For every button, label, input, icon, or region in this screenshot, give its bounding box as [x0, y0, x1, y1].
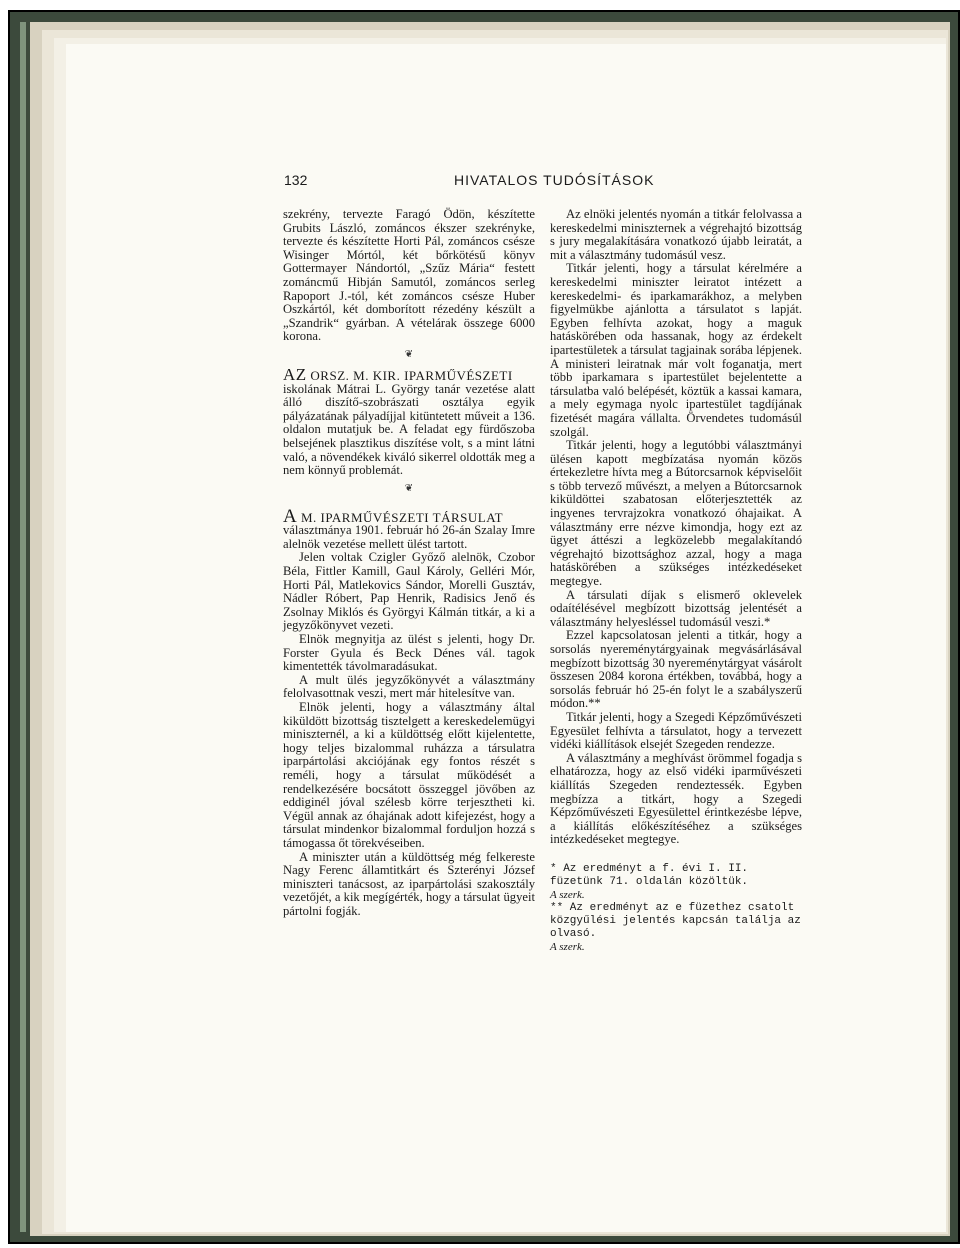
- section-heading-text: M. IPARMŰVÉSZETI TÁRSULAT: [300, 509, 504, 525]
- running-head: HIVATALOS TUDÓSÍTÁSOK: [454, 172, 655, 188]
- paragraph: Titkár jelenti, hogy a Szegedi Képzőművészeti Egyesület felhívta a társulatot, hogy a tervezett vidéki kiállítások elsejét Szegeden rendezze.: [550, 709, 802, 752]
- paragraph: Titkár jelenti, hogy a társulat kérelmére a kereskedelmi miniszter leiratot intézett a kereskedelmi- és iparkamarákhoz, a melyben figyelmükbe ajánlotta a társulatot s lapját. Egyben felhívta azokat, hogy a maguk hatáskörében oda hassanak, hogy az érdekelt ipartestületek a társulat tagjainak sorába lépjenek. A ministeri leiratnak már volt foganatja, mert több iparkamara s ipartestület bejelentette a társulatba való belépését, köztük a kassai kamara, a mely egymaga nyolc ipartestület tagdíjának fizetését magára vállalta. Örvendetes tudomásúl szolgál.: [550, 261, 802, 439]
- paragraph: A társulati díjak s elismerő oklevelek odaítélésével megbízott bizottság jelentését a választmány helyesléssel tudomásúl veszi.*: [550, 587, 802, 629]
- section-heading-initial: AZ: [283, 364, 307, 384]
- footnote: * Az eredményt a f. évi I. II. füzetünk 71. oldalán közöltük.: [550, 862, 749, 888]
- section-heading: [283, 505, 535, 527]
- ornament-icon: ❦: [404, 348, 414, 360]
- section-heading: [283, 364, 535, 384]
- paragraph: iskolának Mátrai L. György tanár vezetése alatt álló diszítő-szobrászati osztálya egyik pályázatának pályadíjjal kitüntetett műveit a 136. oldalon mutatjuk be. A feladat egy fürdőszoba belsejének plasztikus diszítése volt, s a mint látni való, a növendékek kiváló sikerrel oldották meg a nem könnyű problemát.: [283, 381, 535, 478]
- paragraph: Elnök megnyitja az ülést s jelenti, hogy Dr. Forster Gyula és Beck Dénes vál. tagok kimentették távolmaradásukat.: [283, 632, 535, 674]
- paragraph: Jelen voltak Czigler Győző alelnök, Czobor Béla, Fittler Kamill, Gaul Károly, Gelléri Mór, Horti Pál, Matlekovics Sándor, Morelli Gusztáv, Nádler Róbert, Pap Henrik, Radisics Jenő és Zsolnay Miklós és Györgyi Kálmán titkár, a ki a jegyzőkönyvet vezeti.: [283, 550, 535, 633]
- paragraph: szekrény, tervezte Faragó Ödön, készítette Grubits László, zománcos ékszer szekrényke, tervezte és készítette Horti Pál, zománcos csésze Wisinger Mórtól, két bőrkötésű könyv Gottermayer Nándortól, „Szűz Mária“ festett zománcmű Hibján Samutól, zománcos serleg Rapoport J.-tól, két zománcos csésze Huber Oszkártól, két domborított rézedény készült a „Szandrik“ gyárban. A vételárak összege 6000 korona.: [283, 207, 535, 344]
- paragraph: Elnök jelenti, hogy a választmány által kiküldött bizottság tisztelgett a kereskedelemügyi miniszternél, a ki a küldöttség előtt kijelentette, hogy teljes bizalommal ruházza a társulatra iparpártolási akciójának egy fontos részét s reméli, hogy a társulat működését a rendelkezésére bocsátott összeggel jövőben az eddiginél jóval szélesb körre terjesztheti ki. Végül annak az óhajának adott kifejezést, hogy a társulat mindenkor bizalommal forduljon hozzá s támogassa őt törekvéseiben.: [283, 700, 535, 850]
- binding-stripe: [20, 22, 26, 1232]
- footnote-signature: A szerk.: [550, 940, 585, 953]
- paragraph: A választmány a meghívást örömmel fogadja s elhatározza, hogy az első vidéki iparművészeti kiállítás Szegeden rendeztessék. Egyben megbízza a titkárt, hogy a Szegedi Képzőművészeti Egyesülettel érintkezésbe lépve, a kiállítás előkészítéséhez a szükséges intézkedéseket megtegye.: [550, 750, 802, 847]
- footnote: ** Az eredményt az e füzethez csatolt közgyűlési jelentés kapcsán találja az olvasó.: [550, 901, 801, 940]
- page-number: 132: [284, 172, 308, 188]
- paragraph: Az elnöki jelentés nyomán a titkár felolvassa a kereskedelmi miniszternek a végrehajtó bizottság s jury megalakítására vonatkozó újabb leiratát, a mit a választmány tudomásúl vesz.: [550, 207, 802, 262]
- right-column: [550, 208, 802, 954]
- paragraph: Titkár jelenti, hogy a legutóbbi választmányi ülésen kapott megbízatása nyomán közös értekezletre hívta meg a Bútorcsarnok képviselőit s több tervező művészt, a melyen a Bútorcsarnok kiküldöttei szabatosan előterjesztették az ingyenes tervrajzokra vonatkozó óhajaikat. A választmány erre nézve kimondja, hogy ezt az ügyet áttészi a legközelebb megalakítandó végrehajtó bizottsághoz azzal, hogy a maga hatáskörében a szükséges intézkedéseket megtegye.: [550, 438, 802, 589]
- paragraph: Ezzel kapcsolatosan jelenti a titkár, hogy a sorsolás nyereménytárgyainak megvásárlásával megbízott bizottság 30 nyereménytárgyat vásárolt összesen 2084 korona értékben, továbbá, hogy a sorsolás február hó 25-én folyt le a szabályszerű módon.**: [550, 628, 802, 711]
- footnote-signature: A szerk.: [550, 888, 585, 901]
- left-column: [283, 208, 535, 919]
- ornament-icon: ❦: [404, 482, 414, 494]
- footnotes: [550, 863, 802, 954]
- paragraph: választmánya 1901. február hó 26-án Szalay Imre alelnök vezetése mellett ülést tartott.: [283, 523, 535, 551]
- paragraph: A mult ülés jegyzőkönyvét a választmány felolvasottnak veszi, mert már hitelesítve van.: [283, 672, 535, 701]
- paragraph: A miniszter után a küldöttség még felkereste Nagy Ferenc államtitkárt és Szterényi József miniszteri tanácsost, az iparpártolási szakosztály vezetőjét, a kik megígérték, hogy a társulat ügyeit pártolni fogják.: [283, 849, 535, 918]
- page-header: [284, 172, 804, 192]
- section-heading-initial: A: [283, 505, 298, 527]
- section-heading-text: ORSZ. M. KIR. IPARMŰVÉSZETI: [310, 367, 513, 383]
